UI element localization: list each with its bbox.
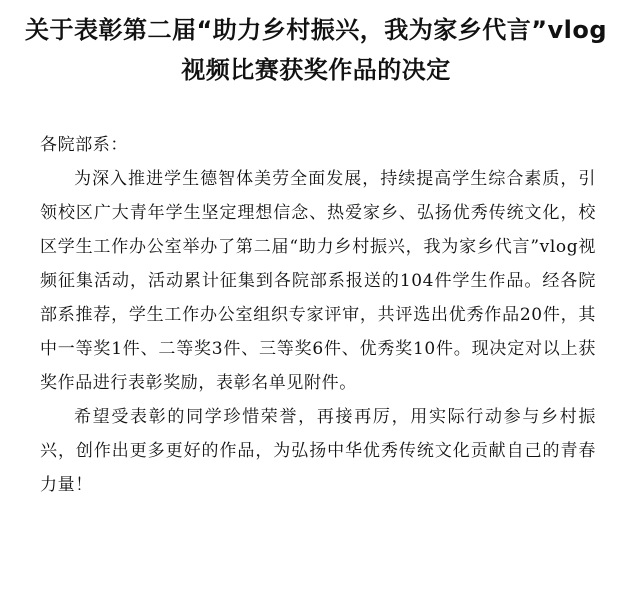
paragraph-2: 希望受表彰的同学珍惜荣誉，再接再厉，用实际行动参与乡村振兴，创作出更多更好的作品，为弘扬中华优秀传统文化贡献自己的青春力量！ bbox=[40, 407, 596, 495]
salutation: 各院部系： bbox=[40, 135, 128, 155]
document-title: 关于表彰第二届“助力乡村振兴，我为家乡代言”vlog视频比赛获奖作品的决定 bbox=[24, 16, 608, 84]
document-body bbox=[40, 128, 596, 502]
paragraph-1: 为深入推进学生德智体美劳全面发展，持续提高学生综合素质，引领校区广大青年学生坚定理想信念、热爱家乡、弘扬优秀传统文化，校区学生工作办公室举办了第二届“助力乡村振兴，我为家乡代言”vlog视频征集活动，活动累计征集到各院部系报送的104件学生作品。经各院部系推荐，学生工作办公室组织专家评审，共评选出优秀作品20件，其中一等奖1件、二等奖3件、三等奖6件、优秀奖10件。现决定对以上获奖作品进行表彰奖励，表彰名单见附件。 bbox=[40, 169, 596, 393]
